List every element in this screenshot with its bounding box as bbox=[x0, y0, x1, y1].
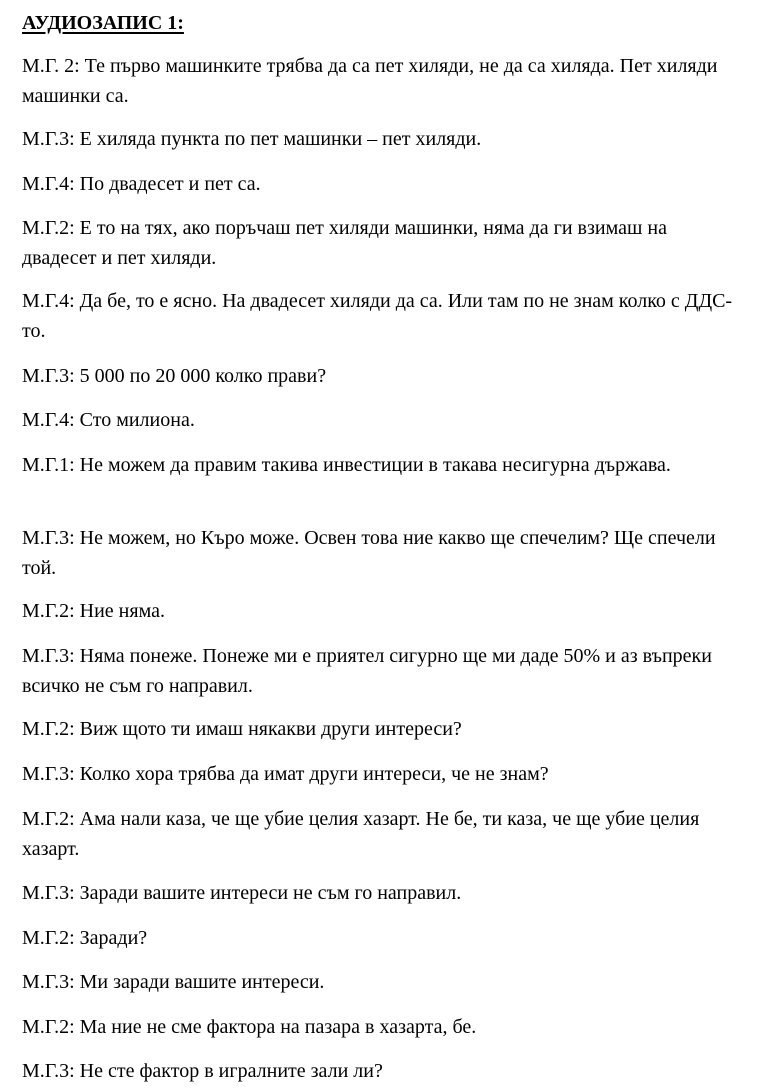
paragraph-12: М.Г.2: Виж щото ти имаш някакви други интереси? bbox=[22, 718, 462, 740]
paragraph-9: М.Г.3: Не можем, но Къро може. Освен това ние какво ще спечелим? Ще спечели той. bbox=[22, 527, 716, 579]
paragraph-4: М.Г.2: Е то на тях, ако поръчаш пет хиляди машинки, няма да ги взимаш на двадесет и пет хиляди. bbox=[22, 217, 667, 269]
paragraph-8: М.Г.1: Не можем да правим такива инвестиции в такава несигурна държава. bbox=[22, 454, 671, 476]
document-heading: АУДИОЗАПИС 1: bbox=[22, 12, 184, 34]
paragraph-2: М.Г.3: Е хиляда пункта по пет машинки – пет хиляди. bbox=[22, 128, 482, 150]
paragraph-14: М.Г.2: Ама нали каза, че ще убие целия хазарт. Не бе, ти каза, че ще убие целия хазарт. bbox=[22, 808, 700, 860]
paragraph-13: М.Г.3: Колко хора трябва да имат други интереси, че не знам? bbox=[22, 763, 549, 785]
paragraph-17: М.Г.3: Ми заради вашите интереси. bbox=[22, 971, 325, 993]
paragraph-5: М.Г.4: Да бе, то е ясно. На двадесет хиляди да са. Или там по не знам колко с ДДС-то. bbox=[22, 290, 733, 342]
paragraph-10: М.Г.2: Ние няма. bbox=[22, 600, 165, 622]
paragraph-15: М.Г.3: Заради вашите интереси не съм го направил. bbox=[22, 882, 462, 904]
paragraph-6: М.Г.3: 5 000 по 20 000 колко прави? bbox=[22, 365, 327, 387]
paragraph-16: М.Г.2: Заради? bbox=[22, 927, 148, 949]
paragraph-11: М.Г.3: Няма понеже. Понеже ми е приятел сигурно ще ми даде 50% и аз въпреки всичко не съм го направил. bbox=[22, 645, 712, 697]
paragraph-1: М.Г. 2: Те първо машинките трябва да са пет хиляди, не да са хиляда. Пет хиляди машинки са. bbox=[22, 55, 718, 107]
paragraph-3: М.Г.4: По двадесет и пет са. bbox=[22, 173, 261, 195]
paragraph-19: М.Г.3: Не сте фактор в игралните зали ли? bbox=[22, 1060, 383, 1082]
paragraph-7: М.Г.4: Сто милиона. bbox=[22, 409, 195, 431]
paragraph-18: М.Г.2: Ма ние не сме фактора на пазара в хазарта, бе. bbox=[22, 1016, 477, 1038]
